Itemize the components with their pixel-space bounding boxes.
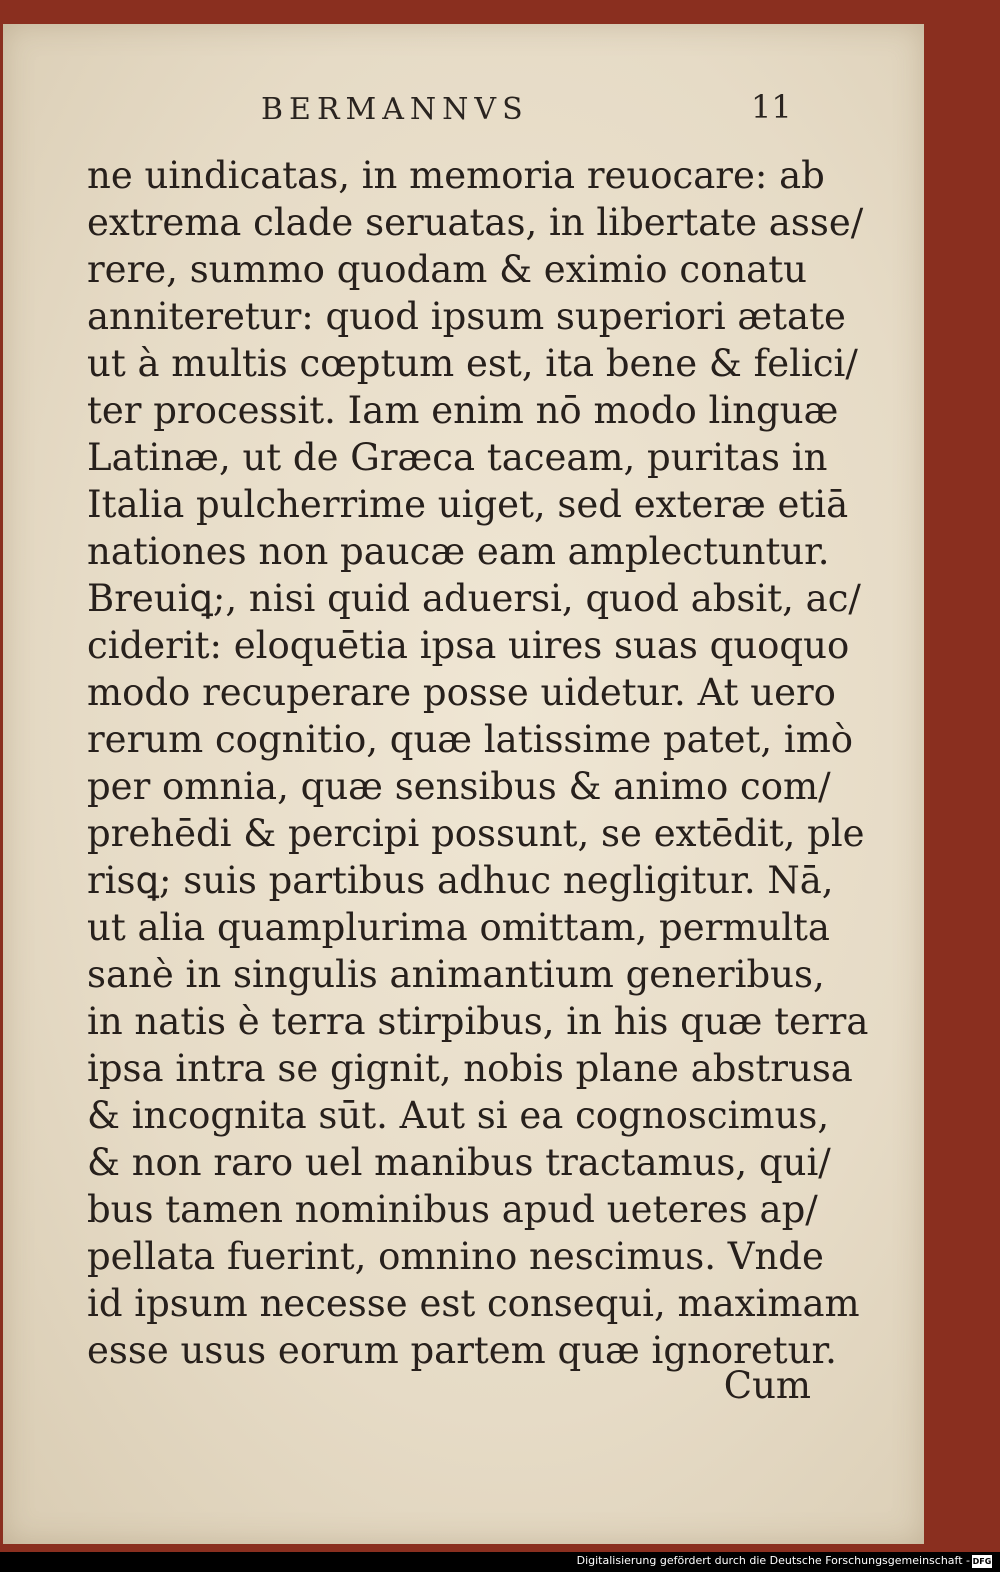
page-number: 11 [751, 88, 792, 126]
catchword: Cum [723, 1364, 811, 1407]
running-head-title: BERMANNVS [261, 92, 529, 127]
text-line: ter processit. Iam enim nō modo linguæ [87, 389, 839, 432]
book-page [3, 24, 924, 1544]
text-line: extrema clade seruatas, in libertate asse/ [87, 201, 864, 244]
text-line: Breuiꝗ;, nisi quid aduersi, quod absit, ac/ [87, 577, 861, 620]
text-line: & incognita sūt. Aut si ea cognoscimus, [87, 1094, 830, 1137]
text-line: per omnia, quæ sensibus & animo com/ [87, 765, 831, 808]
text-line: Latinæ, ut de Græca taceam, puritas in [87, 436, 828, 479]
text-line: rere, summo quodam & eximio conatu [87, 248, 807, 291]
digitization-footer [0, 1552, 1000, 1572]
text-line: ipsa intra se gignit, nobis plane abstrusa [87, 1047, 853, 1090]
footer-credit: Digitalisierung gefördert durch die Deutsche Forschungsgemeinschaft - [576, 1554, 970, 1567]
text-line: ut alia quamplurima omittam, permulta [87, 906, 830, 949]
text-line: prehēdi & percipi possunt, se extēdit, ple [87, 812, 865, 855]
text-line: Italia pulcherrime uiget, sed exteræ etiā [87, 483, 849, 526]
text-line: esse usus eorum partem quæ ignoretur. [87, 1329, 837, 1372]
text-line: ut à multis cœptum est, ita bene & felici/ [87, 342, 858, 385]
text-line: rerum cognitio, quæ latissime patet, imò [87, 718, 854, 761]
text-line: nationes non paucæ eam amplectuntur. [87, 530, 830, 573]
text-line: ne uindicatas, in memoria reuocare: ab [87, 154, 825, 197]
text-line: ciderit: eloquētia ipsa uires suas quoquo [87, 624, 850, 667]
dfg-logo: DFG [972, 1557, 992, 1566]
text-line: anniteretur: quod ipsum superiori ætate [87, 295, 846, 338]
text-line: id ipsum necesse est consequi, maximam [87, 1282, 860, 1325]
running-head [3, 84, 924, 134]
text-line: modo recuperare posse uidetur. At uero [87, 671, 836, 714]
text-line: sanè in singulis animantium generibus, [87, 953, 825, 996]
text-line: in natis è terra stirpibus, in his quæ terra [87, 1000, 869, 1043]
body-text [87, 152, 869, 1374]
text-line: risꝗ; suis partibus adhuc negligitur. Nā, [87, 859, 834, 902]
text-line: bus tamen nominibus apud ueteres ap/ [87, 1188, 818, 1231]
text-line: & non raro uel manibus tractamus, qui/ [87, 1141, 831, 1184]
text-line: pellata fuerint, omnino nescimus. Vnde [87, 1235, 824, 1278]
